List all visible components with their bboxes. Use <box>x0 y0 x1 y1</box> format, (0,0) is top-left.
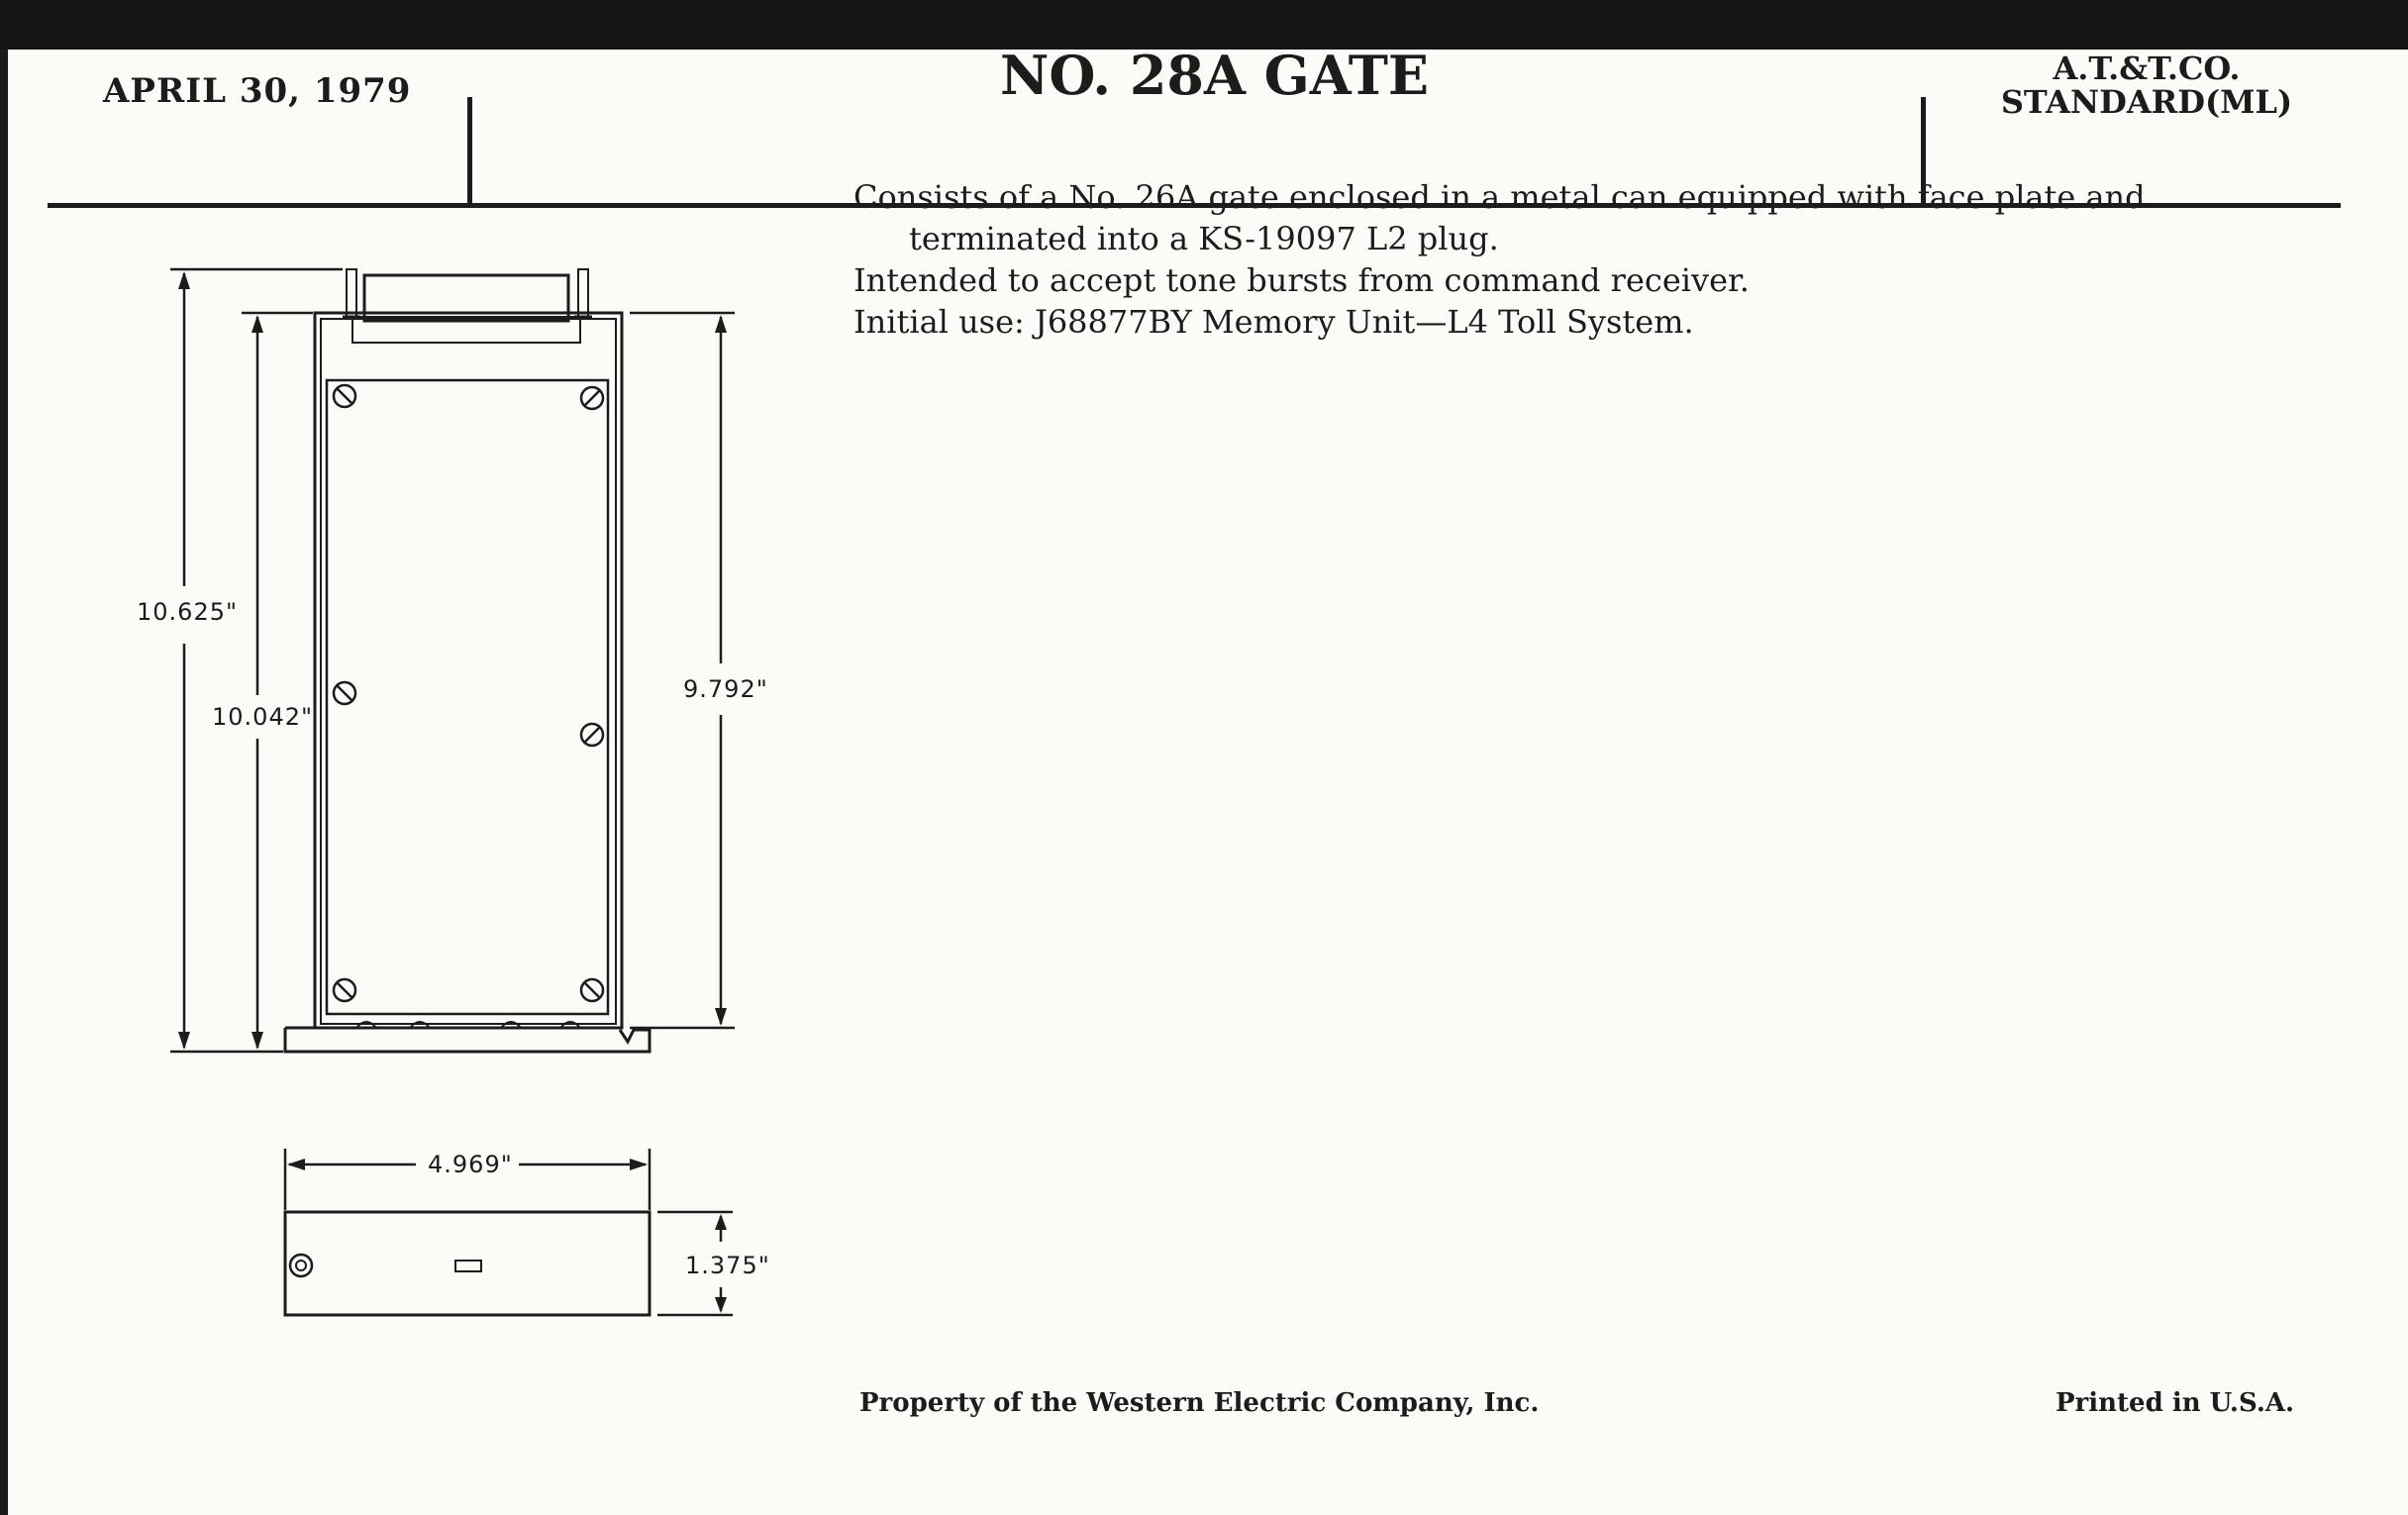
dimension-line-faceplate-height <box>630 313 735 1028</box>
footer-property: Property of the Western Electric Company, Inc. <box>859 1388 1540 1418</box>
standard-line-2: STANDARD(ML) <box>2000 83 2293 121</box>
can-inner-outline <box>321 319 616 1024</box>
end-view-hole <box>290 1255 312 1276</box>
description-paragraph-1: Consists of a No. 26A gate enclosed in a metal can equipped with face plate and terminated into a KS-19097 L2 plug. <box>853 178 2146 257</box>
end-view-slot <box>455 1261 481 1271</box>
guide-pin-right <box>578 269 588 317</box>
face-plate <box>327 380 608 1014</box>
description-paragraph-2: Intended to accept tone bursts from command receiver. <box>853 261 1750 299</box>
screw-bottom-left <box>334 979 355 1001</box>
guide-pin-left <box>347 269 356 317</box>
can-outline <box>315 313 622 1028</box>
screw-top-left <box>334 385 355 407</box>
base-plate <box>285 1028 650 1052</box>
description-text <box>853 176 2319 343</box>
dimension-label-can-height: 10.042" <box>212 703 314 731</box>
screw-mid-right <box>581 724 603 746</box>
issue-date: APRIL 30, 1979 <box>103 71 412 111</box>
dimension-label-faceplate-height: 9.792" <box>683 675 768 703</box>
dimension-label-width: 4.969" <box>428 1151 513 1178</box>
screw-top-right <box>581 387 603 409</box>
page-title: NO. 28A GATE <box>1000 44 1430 107</box>
screw-bottom-right <box>581 979 603 1001</box>
dimension-label-overall-height: 10.625" <box>137 598 239 626</box>
standard-label <box>1968 51 2325 119</box>
screw-mid-left <box>334 682 355 704</box>
technical-drawing <box>0 0 891 1386</box>
dimension-line-can-height <box>242 313 313 1050</box>
dimension-label-depth: 1.375" <box>685 1252 770 1279</box>
end-view-outline <box>285 1212 650 1315</box>
standard-line-1: A.T.&T.CO. <box>2053 50 2241 87</box>
footer-printed: Printed in U.S.A. <box>2056 1388 2295 1418</box>
description-paragraph-3: Initial use: J68877BY Memory Unit—L4 Toll System. <box>853 303 1694 341</box>
